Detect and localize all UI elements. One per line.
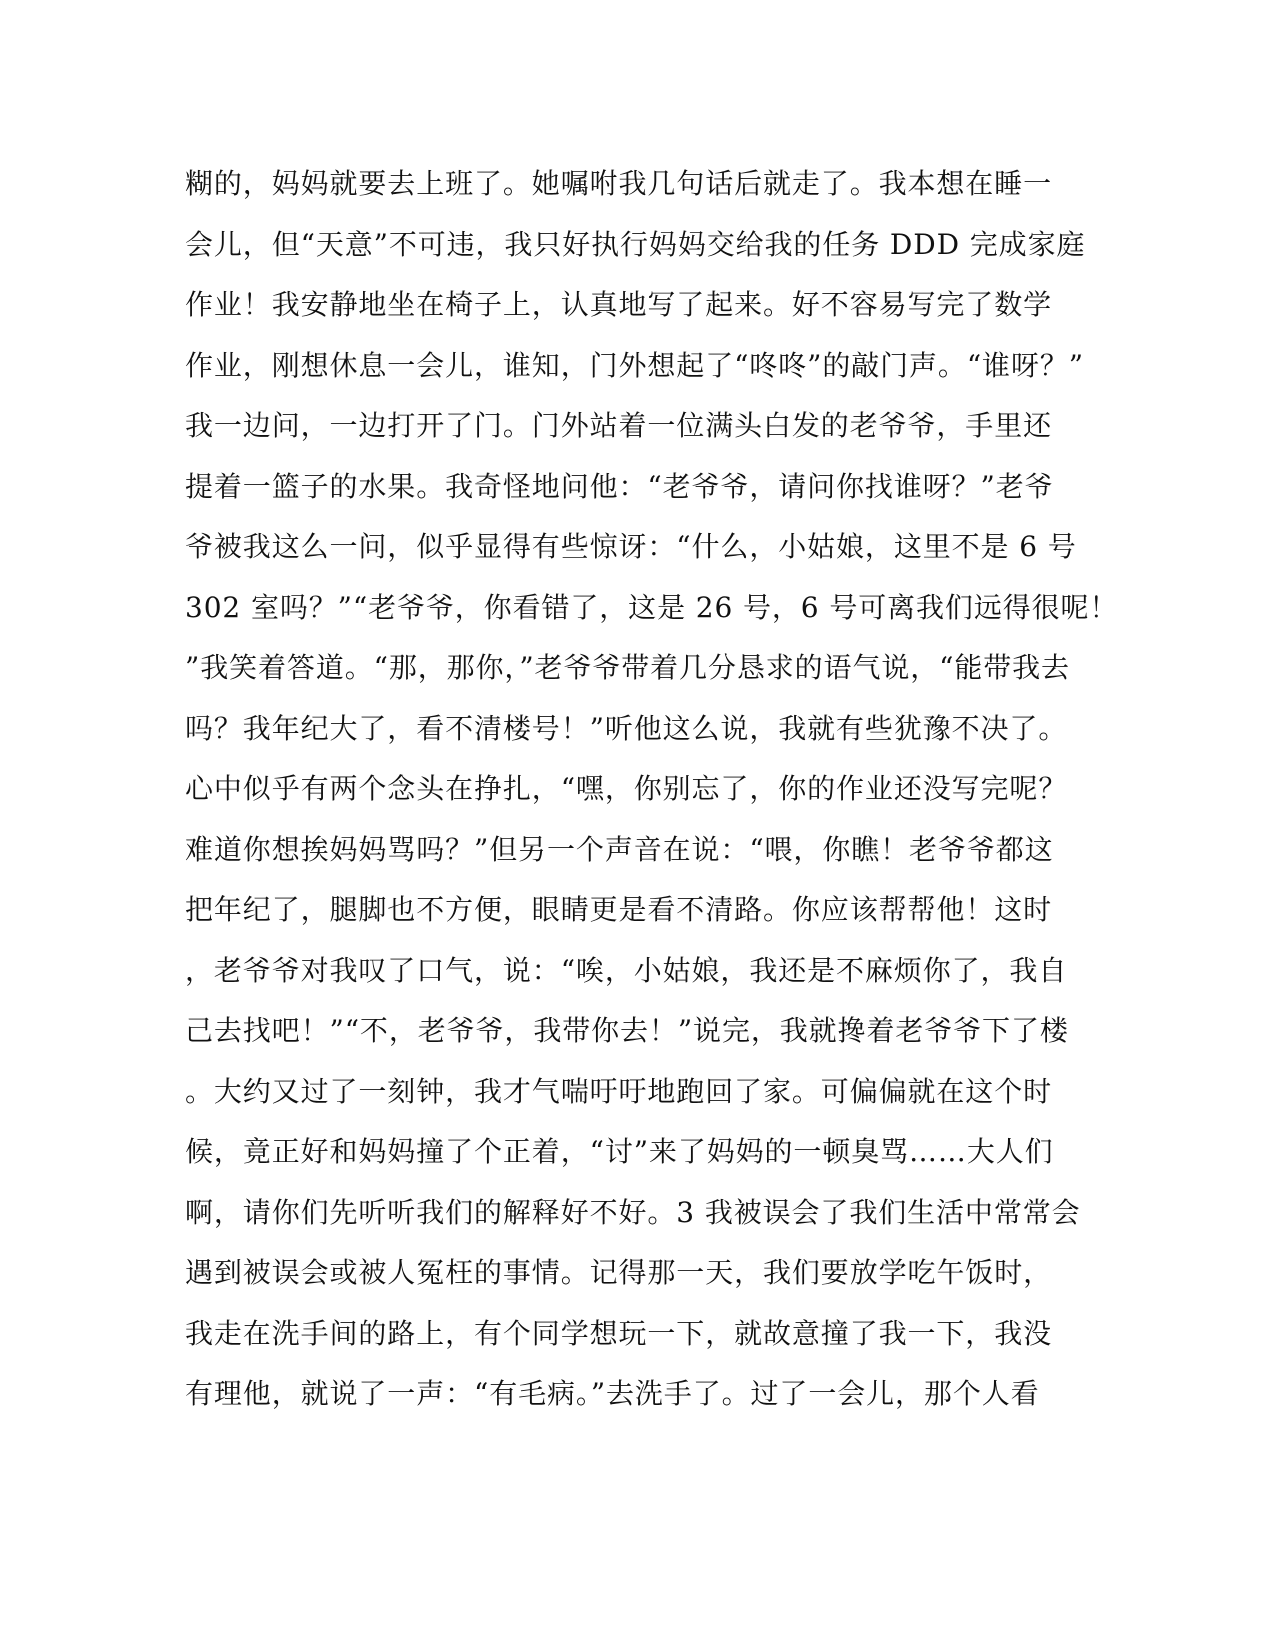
text-line: 候，竟正好和妈妈撞了个正着，“讨”来了妈妈的一顿臭骂……大人们	[185, 1135, 1054, 1168]
text-line: 。大约又过了一刻钟，我才气喘吁吁地跑回了家。可偏偏就在这个时	[185, 1074, 1053, 1108]
body-text	[185, 159, 1119, 1430]
text-line: 会儿，但“天意”不可违，我只好执行妈妈交给我的任务 DDD 完成家庭	[185, 227, 1086, 261]
text-line: 作业，刚想休息一会儿，谁知，门外想起了“咚咚”的敲门声。“谁呀？”	[185, 348, 1084, 382]
text-line: 作业！我安静地坐在椅子上，认真地写了起来。好不容易写完了数学	[185, 288, 1053, 321]
text-line: 糊的，妈妈就要去上班了。她嘱咐我几句话后就走了。我本想在睡一	[185, 167, 1053, 200]
text-line: ，老爷爷对我叹了口气，说：“唉，小姑娘，我还是不麻烦你了，我自	[185, 953, 1068, 987]
text-line: 心中似乎有两个念头在挣扎，“嘿，你别忘了，你的作业还没写完呢？	[185, 772, 1068, 805]
text-line: 把年纪了，腿脚也不方便，眼睛更是看不清路。你应该帮帮他！这时	[185, 893, 1053, 926]
text-line: ”我笑着答道。“那，那你，”老爷爷带着几分恳求的语气说，“能带我去	[185, 651, 1070, 684]
text-line: 我走在洗手间的路上，有个同学想玩一下，就故意撞了我一下，我没	[185, 1316, 1053, 1350]
text-line: 爷被我这么一问，似乎显得有些惊讶：“什么，小姑娘，这里不是 6 号	[185, 530, 1077, 563]
text-line: 啊，请你们先听听我们的解释好不好。3 我被误会了我们生活中常常会	[185, 1195, 1081, 1229]
text-line: 提着一篮子的水果。我奇怪地问他：“老爷爷，请问你找谁呀？”老爷	[185, 469, 1054, 503]
text-line: 我一边问，一边打开了门。门外站着一位满头白发的老爷爷，手里还	[185, 409, 1053, 442]
text-line: 己去找吧！”“不，老爷爷，我带你去！”说完，我就搀着老爷爷下了楼	[185, 1014, 1069, 1047]
text-line: 有理他，就说了一声：“有毛病。”去洗手了。过了一会儿，那个人看	[185, 1377, 1040, 1410]
text-line: 遇到被误会或被人冤枉的事情。记得那一天，我们要放学吃午饭时，	[185, 1256, 1053, 1289]
text-line: 吗？我年纪大了，看不清楼号！”听他这么说，我就有些犹豫不决了。	[185, 711, 1068, 745]
text-line: 302 室吗？”“老爷爷，你看错了，这是 26 号，6 号可离我们远得很呢！	[185, 590, 1119, 624]
text-line: 难道你想挨妈妈骂吗？”但另一个声音在说：“喂，你瞧！老爷爷都这	[185, 832, 1054, 866]
